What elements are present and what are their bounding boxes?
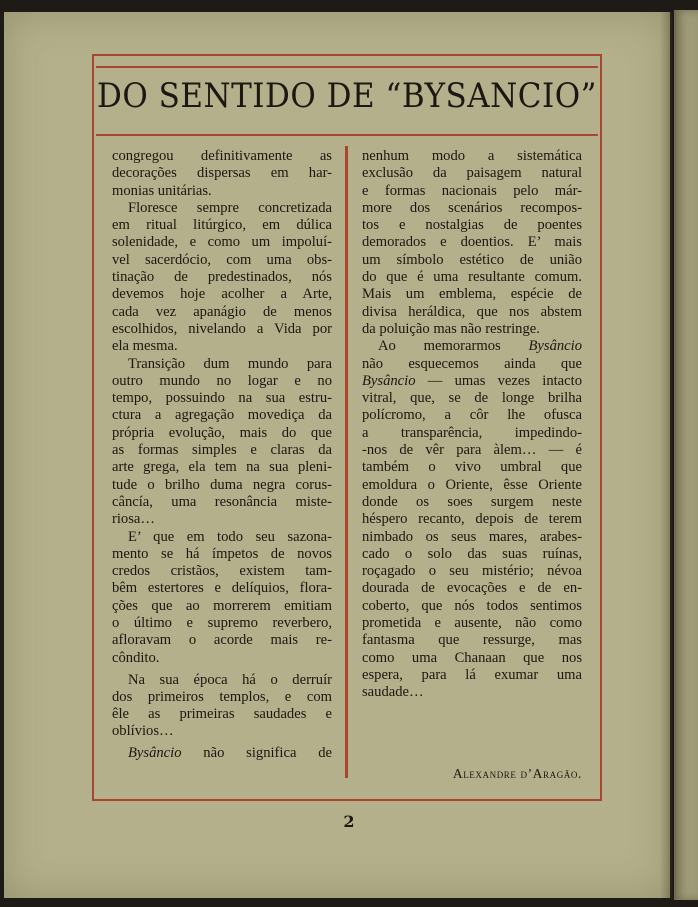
text-line: Na sua época há o derruír <box>128 671 332 688</box>
text-line: exclusão da paisagem natural <box>362 165 582 182</box>
next-page-edge <box>674 10 698 900</box>
text-line: afloravam o acorde mais re- <box>112 632 332 649</box>
text-line: tude o brilho duma negra corus- <box>112 476 332 493</box>
text-line: arte grega, ela tem na sua pleni- <box>112 459 332 476</box>
text-line: em ritual litúrgico, em dúlica <box>112 217 332 234</box>
left-text-column <box>112 148 332 763</box>
text-line: héspero recanto, depois de terem <box>362 511 582 528</box>
text-line: vel sacerdócio, com uma obs- <box>112 251 332 268</box>
text-line: Bysâncio — umas vezes intacto <box>362 372 582 389</box>
text-line: nimbado os seus mares, arabes- <box>362 528 582 545</box>
text-line: êle as primeiras saudades e <box>112 706 332 723</box>
text-line: própria evolução, mais do que <box>112 424 332 441</box>
text-line: espera, para lá exumar uma <box>362 666 582 683</box>
text-line: devemos hoje acolher a Arte, <box>112 286 332 303</box>
text-line: côndito. <box>112 649 160 666</box>
author-signature: Alexandre d’Aragão. <box>452 766 582 781</box>
text-line: more dos scenários recompos- <box>362 199 582 216</box>
text-line: Transição dum mundo para <box>128 355 332 372</box>
text-line: -nos de vêr para àlem… — é <box>362 442 582 459</box>
text-line: do que é uma resultante comum. <box>362 269 582 286</box>
text-line: tos e nostalgias de poentes <box>362 217 582 234</box>
page-fold-shadow <box>660 12 672 898</box>
text-line: como uma Chanaan que nos <box>362 649 582 666</box>
text-line: dos primeiros templos, e com <box>112 688 332 705</box>
text-line: cada vez apanágio de menos <box>112 303 332 320</box>
text-line: prometida e ausente, não como <box>362 615 582 632</box>
text-line: Floresce sempre concretizada <box>128 199 332 216</box>
text-line: cado o solo das suas ruínas, <box>362 545 582 562</box>
text-line: ções que ao morrerem emitiam <box>112 597 332 614</box>
text-line: fantasma que ressurge, mas <box>362 632 582 649</box>
text-line: polícromo, a côr lhe ofusca <box>362 407 582 424</box>
text-line: câncía, uma resonância miste- <box>112 493 332 510</box>
text-line: saudade… <box>362 684 424 701</box>
text-line: ela mesma. <box>112 338 178 355</box>
text-line: riosa… <box>112 511 155 528</box>
text-line: solenidade, e como um impoluí- <box>112 234 332 251</box>
text-line: as formas simples e claras da <box>112 442 332 459</box>
text-line: a transparência, impedindo- <box>362 424 582 441</box>
text-line: tinação de predestinados, nós <box>112 269 332 286</box>
text-line: Mais um emblema, espécie de <box>362 286 582 303</box>
text-line: Ao memorarmos Bysâncio <box>378 338 582 355</box>
text-line: demorados e doentios. E’ mais <box>362 234 582 251</box>
text-line: roçagado o seu mistério; névoa <box>362 563 582 580</box>
text-line: E’ que em todo seu sazona- <box>128 528 332 545</box>
text-line: e formas nacionais pelo már- <box>362 182 582 199</box>
right-text-column <box>362 148 582 702</box>
page-number: 2 <box>343 812 355 831</box>
text-line: congregou definitivamente as <box>112 148 332 164</box>
text-line: vitral, que, se de longe brilha <box>362 390 582 407</box>
text-line: escolhidos, nivelando a Vida por <box>112 320 332 337</box>
text-line: tempo, possuindo na sua estru- <box>112 390 332 407</box>
text-line: monias unitárias. <box>112 182 212 199</box>
text-line: decorações dispersas em har- <box>112 165 332 182</box>
text-line: coberto, que nós todos sentimos <box>362 597 582 614</box>
text-line: nenhum modo a sistemática <box>362 148 582 164</box>
text-line: não esquecemos ainda que <box>362 355 582 372</box>
column-divider <box>345 146 348 778</box>
text-line: credos cristãos, existem tam- <box>112 563 332 580</box>
text-line: donde os soes surgem neste <box>362 493 582 510</box>
text-line: oblívios… <box>112 723 174 740</box>
text-line: emoldura o Oriente, êsse Oriente <box>362 476 582 493</box>
text-line: um símbolo estético de união <box>362 251 582 268</box>
text-line: dourada de evocações e de en- <box>362 580 582 597</box>
text-line: bêm estertores e delíquios, flora- <box>112 580 332 597</box>
text-line: também o vivo umbral que <box>362 459 582 476</box>
text-line: outro mundo no logar e no <box>112 372 332 389</box>
title-box <box>96 66 598 136</box>
article-title: DO SENTIDO DE “BYSANCIO” <box>96 76 598 116</box>
text-line: mento se há ímpetos de novos <box>112 545 332 562</box>
text-line: da poluição mas não restringe. <box>362 320 540 337</box>
text-line: Bysâncio não significa de <box>128 745 332 762</box>
text-line: o último e supremo reverbero, <box>112 615 332 632</box>
text-line: ctura a agregação movediça da <box>112 407 332 424</box>
text-line: divisa heráldica, que nos abstem <box>362 303 582 320</box>
